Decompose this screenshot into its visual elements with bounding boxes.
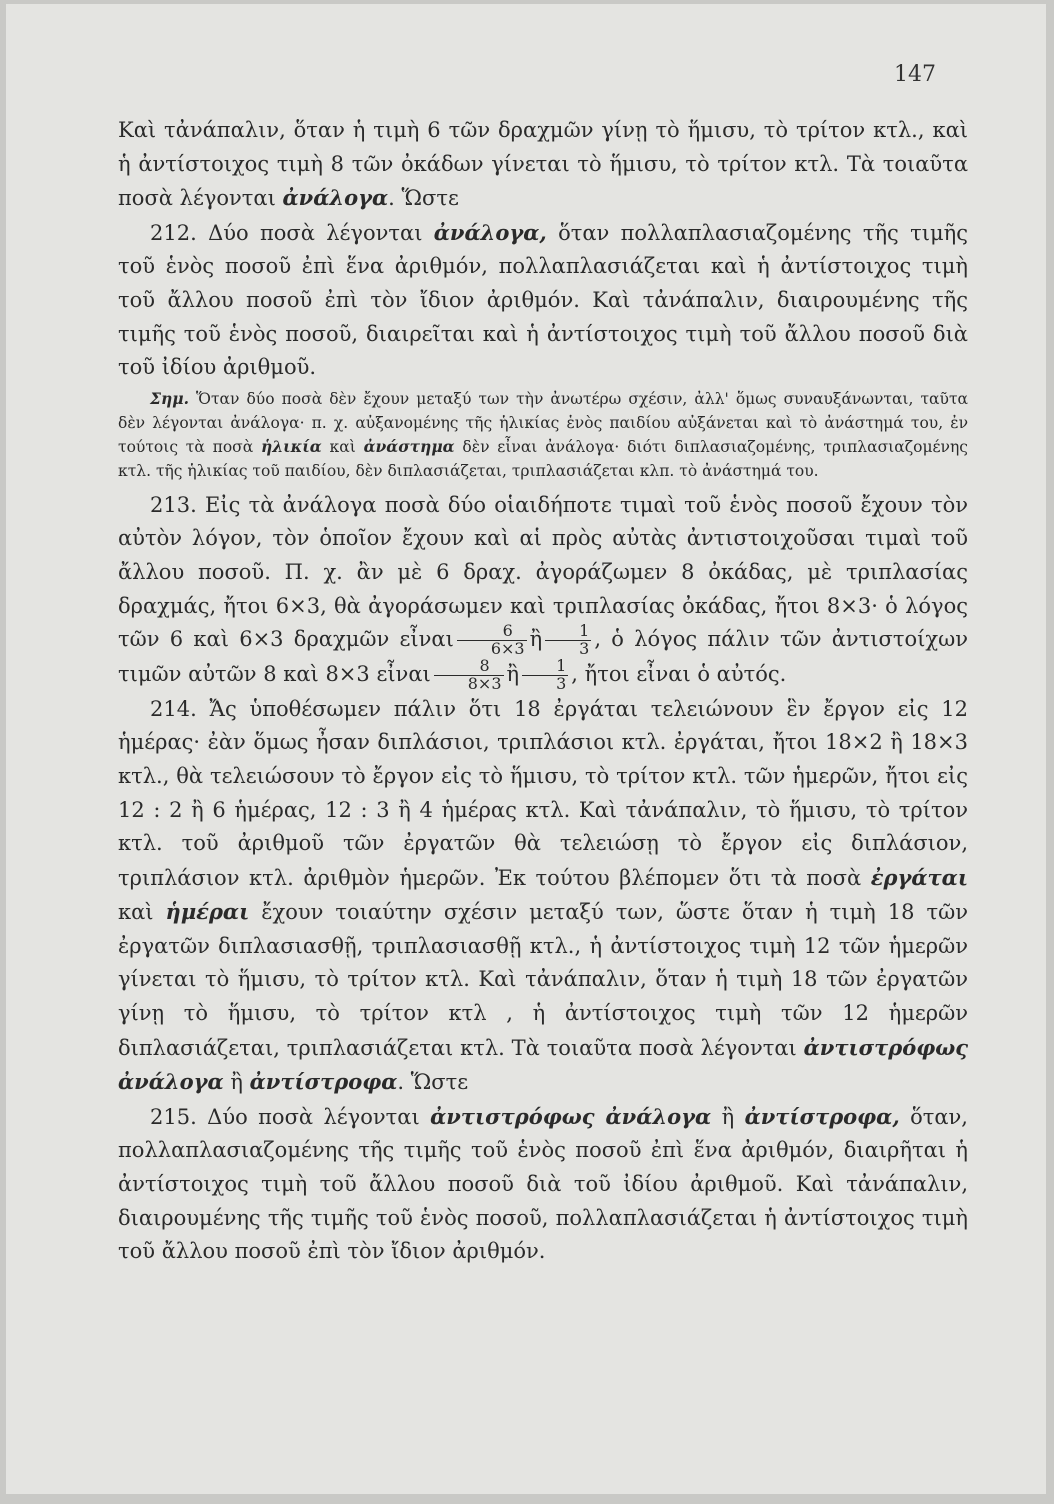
- page-body: [118, 114, 968, 1269]
- intro-end: . Ὥστε: [388, 186, 459, 211]
- section-215: 215. Δύο ποσὰ λέγονται ἀντιστρόφως ἀνάλογα ἢ ἀντίστροφα, ὅταν, πολλαπλασιαζομένης τῆς τιμῆς τοῦ ἑνὸς ποσοῦ ἐπὶ ἕνα ἀριθμόν, διαιρῆται ἡ ἀντίστοιχος τιμὴ τοῦ ἄλλου ποσοῦ διὰ τοῦ ἰδίου ἀριθμοῦ. Καὶ τἀνάπαλιν, διαιρουμένης τῆς τιμῆς τοῦ ἑνὸς ποσοῦ, πολλαπλασιάζεται ἡ ἀντίστοιχος τιμὴ τοῦ ἄλλου ποσοῦ ἐπὶ τὸν ἴδιον ἀριθμόν.: [118, 1103, 968, 1264]
- or-1: ἢ: [529, 627, 543, 652]
- note-text-a: Ὅταν δύο ποσὰ δὲν ἔχουν μεταξύ των τὴν ἀνωτέρω σχέσιν, ἀλλ' ὅμως συναυξάνωνται, ταῦτα δὲν λέγονται ἀνάλογα· π. χ. αὐξανομένης τῆς ἡλικίας ἑνὸς παιδίου αὐξάνεται καὶ τὸ ἀνάστημά του, ἐν τούτοις τὰ ποσὰ: [118, 389, 968, 456]
- fraction-1-over-3: $\frac{1}{3}$: [545, 623, 591, 658]
- s212-lead: 212. Δύο ποσὰ λέγονται: [150, 220, 423, 245]
- note-term-age: ἡλικία: [261, 436, 322, 456]
- s215-term-reciprocal: ἀντίστροφα,: [744, 1103, 900, 1129]
- s214-term-workers: ἐργάται: [870, 864, 968, 890]
- or-2: ἢ: [506, 661, 520, 686]
- s213-end: , ἤτοι εἶναι ὁ αὐτός.: [571, 661, 787, 686]
- s213-text-b: , ὁ λόγος πάλιν τῶν ἀντιστοίχων τιμῶν αὐτῶν 8 καὶ 8×3 εἶναι: [118, 627, 968, 686]
- s215-text: ὅταν, πολλαπλασιαζομένης τῆς τιμῆς τοῦ ἑνὸς ποσοῦ ἐπὶ ἕνα ἀριθμόν, διαιρῆται ἡ ἀντίστοιχος τιμὴ τοῦ ἄλλου ποσοῦ διὰ τοῦ ἰδίου ἀριθμοῦ. Καὶ τἀνάπαλιν, διαιρουμένης τῆς τιμῆς τοῦ ἑνὸς ποσοῦ, πολλαπλασιάζεται ἡ ἀντίστοιχος τιμὴ τοῦ ἄλλου ποσοῦ ἐπὶ τὸν ἴδιον ἀριθμόν.: [118, 1104, 968, 1264]
- note-and: καὶ: [329, 437, 356, 456]
- book-page: [6, 4, 1046, 1494]
- note-term-height: ἀνάστημα: [363, 436, 455, 456]
- s212-term: ἀνάλογα,: [433, 219, 547, 245]
- s214-term-days: ἡμέραι: [165, 899, 250, 925]
- note-label: Σημ.: [150, 388, 189, 408]
- section-212: [118, 216, 968, 385]
- fraction-8-over-8x3: $\frac{8}{8\times 3}$: [434, 658, 504, 693]
- term-analoga: ἀνάλογα: [282, 185, 389, 211]
- note-block: [118, 387, 968, 483]
- fraction-1-over-3-b: $\frac{1}{3}$: [522, 658, 568, 693]
- s214-text-c: ἔχουν τοιαύτην σχέσιν μεταξύ των, ὥστε ὅταν ἡ τιμὴ 18 τῶν ἐργατῶν διπλασιασθῇ, τριπλασιασθῇ κτλ., ἡ ἀντίστοιχος τιμὴ 12 τῶν ἡμερῶν γίνεται τὸ ἥμισυ, τὸ τρίτον κτλ. Καὶ τἀνάπαλιν, ὅταν ἡ τιμὴ 18 τῶν ἐργατῶν γίνῃ τὸ ἥμισυ, τὸ τρίτον κτλ , ἡ ἀντίστοιχος τιμὴ τῶν 12 ἡμερῶν διπλασιάζεται, τριπλασιάζεται κτλ. Τὰ τοιαῦτα ποσὰ λέγονται: [118, 900, 968, 1060]
- s214-term-inverse: ἀντιστρόφως ἀνάλογα: [118, 1034, 968, 1095]
- section-214: 214. Ἄς ὑποθέσωμεν πάλιν ὅτι 18 ἐργάται τελειώνουν ἓν ἔργον εἰς 12 ἡμέρας· ἐὰν ὅμως ἦσαν διπλάσιοι, τριπλάσιοι κτλ. ἐργάται, ἤτοι 18×2 ἢ 18×3 κτλ., θὰ τελειώσουν τὸ ἔργον εἰς τὸ ἥμισυ, τὸ τρίτον κτλ. τῶν ἡμερῶν, ἤτοι εἰς 12 : 2 ἢ 6 ἡμέρας, 12 : 3 ἢ 4 ἡμέρας κτλ. Καὶ τἀνάπαλιν, τὸ ἥμισυ, τὸ τρίτον κτλ. τοῦ ἀριθμοῦ τῶν ἐργατῶν θὰ τελειώσῃ τὸ ἔργον εἰς διπλάσιον, τριπλάσιον κτλ. ἀριθμὸν ἡμερῶν. Ἐκ τούτου βλέπομεν ὅτι τὰ ποσὰ ἐργάται καὶ ἡμέραι ἔχουν τοιαύτην σχέσιν μεταξύ των, ὥστε ὅταν ἡ τιμὴ 18 τῶν ἐργατῶν διπλασιασθῇ, τριπλασιασθῇ κτλ., ἡ ἀντίστοιχος τιμὴ 12 τῶν ἡμερῶν γίνεται τὸ ἥμισυ, τὸ τρίτον κτλ. Καὶ τἀνάπαλιν, ὅταν ἡ τιμὴ 18 τῶν ἐργατῶν γίνῃ τὸ ἥμισυ, τὸ τρίτον κτλ , ἡ ἀντίστοιχος τιμὴ τῶν 12 ἡμερῶν διπλασιάζεται, τριπλασιάζεται κτλ. Τὰ τοιαῦτα ποσὰ λέγονται ἀντιστρόφως ἀνάλογα ἢ ἀντίστροφα. Ὥστε: [118, 696, 968, 1095]
- s214-text-a: 214. Ἄς ὑποθέσωμεν πάλιν ὅτι 18 ἐργάται τελειώνουν ἓν ἔργον εἰς 12 ἡμέρας· ἐὰν ὅμως ἦσαν διπλάσιοι, τριπλάσιοι κτλ. ἐργάται, ἤτοι 18×2 ἢ 18×3 κτλ., θὰ τελειώσουν τὸ ἔργον εἰς τὸ ἥμισυ, τὸ τρίτον κτλ. τῶν ἡμερῶν, ἤτοι εἰς 12 : 2 ἢ 6 ἡμέρας, 12 : 3 ἢ 4 ἡμέρας κτλ. Καὶ τἀνάπαλιν, τὸ ἥμισυ, τὸ τρίτον κτλ. τοῦ ἀριθμοῦ τῶν ἐργατῶν θὰ τελειώσῃ τὸ ἔργον εἰς διπλάσιον, τριπλάσιον κτλ. ἀριθμὸν ἡμερῶν. Ἐκ τούτου βλέπομεν ὅτι τὰ ποσὰ: [118, 696, 968, 890]
- s214-term-reciprocal: ἀντίστροφα: [249, 1069, 398, 1095]
- intro-paragraph: [118, 114, 968, 216]
- s212-text: ὅταν πολλαπλασιαζομένης τῆς τιμῆς τοῦ ἑνὸς ποσοῦ ἐπὶ ἕνα ἀριθμόν, πολλαπλασιάζεται καὶ ἡ ἀντίστοιχος τιμὴ τοῦ ἄλλου ποσοῦ ἐπὶ τὸν ἴδιον ἀριθμόν. Καὶ τἀνάπαλιν, διαιρουμένης τῆς τιμῆς τοῦ ἑνὸς ποσοῦ, διαιρεῖται καὶ ἡ ἀντίστοιχος τιμὴ τοῦ ἄλλου ποσοῦ διὰ τοῦ ἰδίου ἀριθμοῦ.: [118, 220, 968, 380]
- note-text-c: δὲν εἶναι ἀνάλογα· διότι διπλασιαζομένης, τριπλασιαζομένης κτλ. τῆς ἡλικίας τοῦ παιδίου, δὲν διπλασιάζεται, τριπλασιάζεται κλπ. τὸ ἀνάστημά του.: [118, 437, 968, 480]
- s213-text: 213. Εἰς τὰ ἀνάλογα ποσὰ δύο οἱαιδήποτε τιμαὶ τοῦ ἑνὸς ποσοῦ ἔχουν τὸν αὐτὸν λόγον, τὸν ὁποῖον ἔχουν καὶ αἱ πρὸς αὐτὰς ἀντιστοιχοῦσαι τιμαὶ τοῦ ἄλλου ποσοῦ. Π. χ. ἂν μὲ 6 δραχ. ἀγοράζωμεν 8 ὀκάδας, μὲ τριπλασίας δραχμάς, ἤτοι 6×3, θὰ ἀγοράσωμεν καὶ τριπλασίας ὀκάδας, ἤτοι 8×3· ὁ λόγος τῶν 6 καὶ 6×3 δραχμῶν εἶναι: [118, 492, 968, 652]
- intro-text: Καὶ τἀνάπαλιν, ὅταν ἡ τιμὴ 6 τῶν δραχμῶν γίνῃ τὸ ἥμισυ, τὸ τρίτον κτλ., καὶ ἡ ἀντίστοιχος τιμὴ 8 τῶν ὀκάδων γίνεται τὸ ἥμισυ, τὸ τρίτον κτλ. Τὰ τοιαῦτα ποσὰ λέγονται: [118, 118, 968, 211]
- note-paragraph: [118, 387, 968, 483]
- s215-lead: 215. Δύο ποσὰ λέγονται: [150, 1104, 420, 1129]
- page-number: 147: [894, 62, 936, 87]
- fraction-6-over-6x3: $\frac{6}{6\times 3}$: [457, 623, 527, 658]
- section-213: [118, 489, 968, 693]
- s215-term-inverse: ἀντιστρόφως ἀνάλογα: [430, 1103, 712, 1129]
